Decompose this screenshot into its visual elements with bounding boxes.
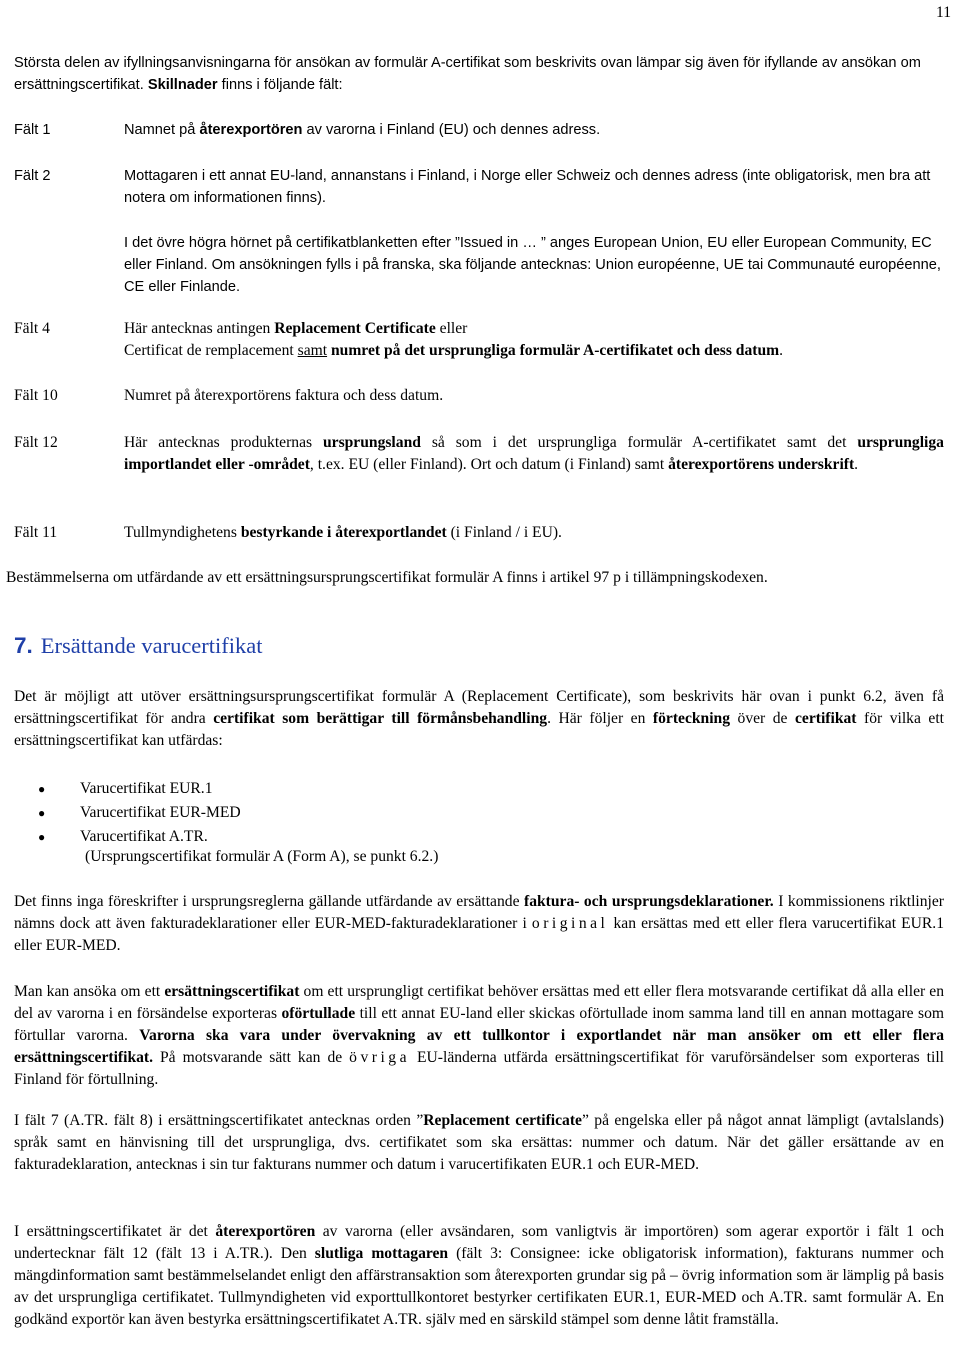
list-item: ● Varucertifikat EUR-MED [38,802,738,826]
replacement-intro-paragraph: Det är möjligt att utöver ersättningsursprungscertifikat formulär A (Replacement Certificate), som beskrivits här ovan i punkt 6.2, även få ersättningscertifikat för andra certifikat som berättigar till förmånsbehandling. Här följer en förteckning över de certifikat för vilka ett ersättningscertifikat kan utfärdas: [14,688,945,749]
exporter-paragraph: I ersättningscertifikatet är det återexportören av varorna (eller avsändaren, som vanligtvis är importören) som agerar exportör i fält 1 och undertecknar fält 12 (fält 13 i A.TR.). Den slutliga mottagaren (fält 3: Consignee: icke obligatorisk information), fakturans nummer och mängdinformation samt bestämmelselandet enligt den affärstransaktion som återexporten grundar sig på – övrig information som är lämplig på basis av det ursprungliga certifikatet. Tullmyndigheten vid exporttullkontoret bestyrker certifikaten EUR.1, EUR-MED och A.TR. samt formulär A. En godkänd exportör kan även bestyrka ersättningscertifikatet A.TR. själv med en särskild stämpel som denne låtit framställa. [14,1223,945,1328]
field-label-12: Fält 12 [14,434,58,451]
intro-paragraph: Största delen av ifyllningsanvisningarna för ansökan av formulär A-certifikat som beskrivits ovan lämpar sig även för ifyllande av ansökan om ersättningscertifikat. Skillnader finns i följande fält: [14,55,921,93]
list-item: ● Varucertifikat A.TR. [38,826,738,850]
field-text-2: Mottagaren i ett annat EU-land, annanstans i Finland, i Norge eller Schweiz och dennes adress (inte obligatorisk, men bra att notera om informationen finns). [124,168,931,206]
rule-note: Bestämmelserna om utfärdande av ett ersättningsursprungscertifikat formulär A finns i artikel 97 p i tillämpningskodexen. [6,569,768,586]
field-text-10: Numret på återexportörens faktura och dess datum. [124,387,444,404]
section-heading [14,632,263,660]
list-subnote: (Ursprungscertifikat formulär A (Form A), se punkt 6.2.) [85,848,439,865]
field-label-10: Fält 10 [14,387,58,404]
field-label-1: Fält 1 [14,122,51,138]
apply-paragraph: Man kan ansöka om ett ersättningscertifikat om ett ursprungligt certifikat behöver ersättas med ett eller flera motsvarande certifikat då alla eller en del av varorna i en försändelse exporteras oförtullade till ett annat EU-land eller skickas oförtullade inom samma land till en annan mottagare som förtullar varorna. Varorna ska vara under övervakning av ett tullkontor i exportlandet när man ansöker om ett eller flera ersättningscertifikat. På motsvarande sätt kan de övriga EU-länderna utfärda ersättningscertifikat för varuförsändelser som exporteras till Finland för förtullning. [14,983,945,1088]
list-item: ● Varucertifikat EUR.1 [38,778,738,802]
field-text-11: Tullmyndighetens bestyrkande i återexportlandet (i Finland / i EU). [124,524,562,541]
field-text-2-issued: I det övre högra hörnet på certifikatblanketten efter ”Issued in … ” anges European Union, EU eller European Community, EC eller Finland. Om ansökningen fylls i på franska, ska följande antecknas: Union européenne, UE tai Communauté européenne, CE eller Finlande. [124,235,941,295]
certificate-list [38,778,738,850]
bullet-icon: ● [38,806,46,820]
field7-paragraph: I fält 7 (A.TR. fält 8) i ersättningscertifikatet antecknas orden ”Replacement certificate” på engelska eller på något annat lämpligt (avtalslands) språk samt en hänvisning till det ursprungliga, dvs. certifikatet som ska ersättas: nummer och datum. När det gäller ersättande av en fakturadeklaration, antecknas i sin tur fakturans nummer och datum i varucertifikaten EUR.1 och EUR-MED. [14,1112,944,1173]
bullet-icon: ● [38,782,46,796]
field-label-2: Fält 2 [14,168,51,184]
field-text-4: Här antecknas antingen Replacement Certificate eller Certificat de remplacement samt numret på det ursprungliga formulär A-certifikatet och dess datum. [124,320,784,359]
section-number: 7. [14,633,33,658]
field-text-1: Namnet på återexportören av varorna i Finland (EU) och dennes adress. [124,122,601,138]
section-title: Ersättande varucertifikat [40,633,263,658]
page-number: 11 [936,4,952,21]
bullet-icon: ● [38,830,46,844]
field-text-12: Här antecknas produkternas ursprungsland så som i det ursprungliga formulär A-certifikatet samt det ursprungliga importlandet eller -området, t.ex. EU (eller Finland). Ort och datum (i Finland) samt återexportörens underskrift. [124,434,944,473]
field-label-4: Fält 4 [14,320,50,337]
declarations-paragraph: Det finns inga föreskrifter i ursprungsreglerna gällande utfärdande av ersättande faktura- och ursprungsdeklarationer. I kommissionens riktlinjer nämns dock att även fakturadeklarationer eller EUR-MED-fakturadeklarationer i original kan ersättas med ett eller flera varucertifikat EUR.1 eller EUR-MED. [14,893,945,954]
field-label-11: Fält 11 [14,524,58,541]
